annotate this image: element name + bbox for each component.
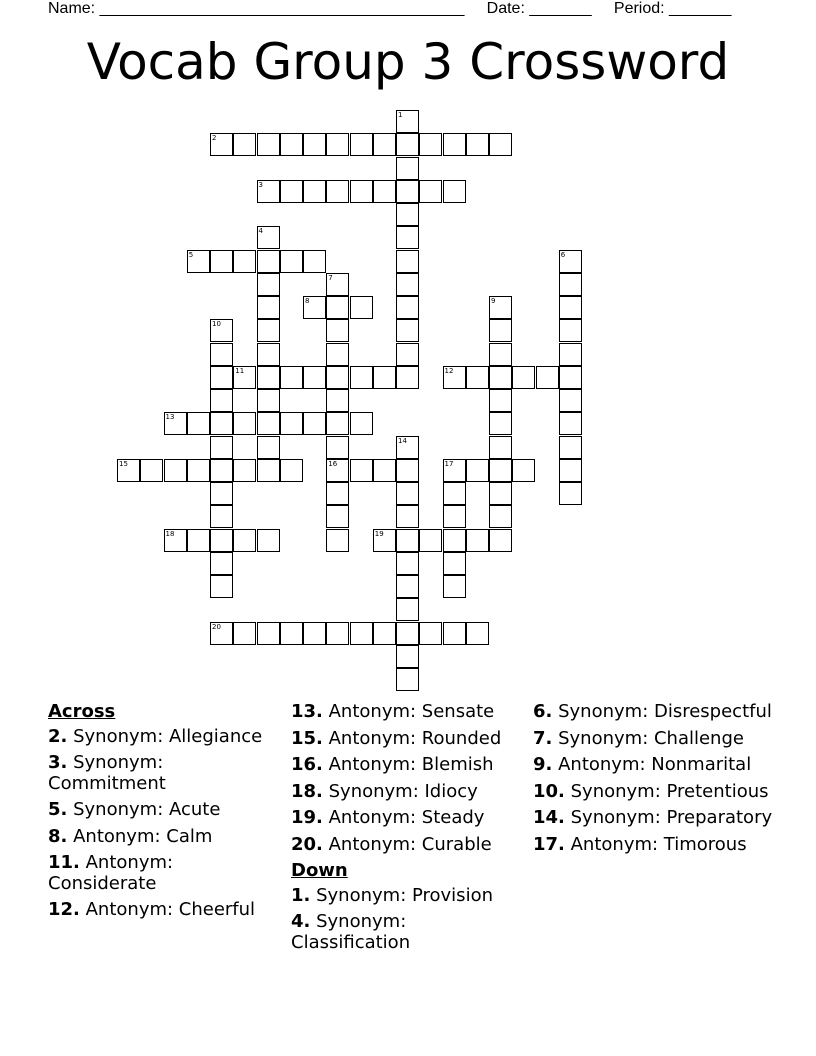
grid-cell[interactable] [210, 552, 233, 575]
grid-cell[interactable] [350, 412, 373, 435]
grid-cell[interactable] [443, 622, 466, 645]
grid-cell[interactable] [210, 575, 233, 598]
grid-cell[interactable] [210, 412, 233, 435]
clue-number: 15 [119, 459, 128, 468]
clue-item-number: 15. [291, 727, 323, 749]
clue-number: 17 [444, 459, 454, 468]
grid-cell[interactable] [396, 296, 419, 319]
grid-cell[interactable] [466, 529, 489, 552]
clue-item-number: 5. [48, 799, 68, 820]
clue-number: 13 [165, 413, 175, 422]
clue-item [48, 853, 278, 894]
grid-cell[interactable] [559, 343, 582, 366]
grid-cell[interactable] [396, 436, 419, 459]
grid-cell[interactable] [303, 296, 326, 319]
grid-cell[interactable] [257, 412, 280, 435]
grid-cell[interactable] [280, 622, 303, 645]
clue-item-text: Synonym: Disrespectful [552, 701, 772, 722]
grid-cell[interactable] [280, 459, 303, 482]
grid-cell[interactable] [210, 529, 233, 552]
clue-item-text: Antonym: Sensate [322, 701, 495, 722]
grid-cell[interactable] [280, 366, 303, 389]
grid-cell[interactable] [559, 389, 582, 412]
grid-cell[interactable] [536, 366, 559, 389]
grid-cell[interactable] [443, 180, 466, 203]
grid-cell[interactable] [210, 505, 233, 528]
grid-cell[interactable] [396, 575, 419, 598]
clue-item [291, 782, 521, 803]
grid-cell[interactable] [512, 459, 535, 482]
grid-cell[interactable] [164, 412, 187, 435]
grid-cell[interactable] [326, 273, 349, 296]
grid-cell[interactable] [187, 459, 210, 482]
grid-cell[interactable] [257, 389, 280, 412]
grid-cell[interactable] [396, 180, 419, 203]
clue-item [291, 755, 521, 776]
grid-cell[interactable] [350, 296, 373, 319]
clue-item-number: 1. [291, 884, 311, 906]
name-blank[interactable]: _________________________________________ [99, 0, 465, 17]
grid-cell[interactable] [443, 459, 466, 482]
date-blank[interactable]: _______ [529, 0, 592, 17]
grid-cell[interactable] [117, 459, 140, 482]
clue-item-number: 19. [291, 807, 323, 828]
clue-column-3 [533, 702, 773, 861]
grid-cell[interactable] [187, 529, 210, 552]
clue-item-text: Antonym: Blemish [322, 754, 494, 775]
grid-cell[interactable] [489, 505, 512, 528]
grid-cell[interactable] [326, 459, 349, 482]
grid-cell[interactable] [373, 459, 396, 482]
clue-item-number: 17. [533, 833, 565, 855]
grid-cell[interactable] [303, 250, 326, 273]
grid-cell[interactable] [303, 412, 326, 435]
clue-number: 2 [212, 134, 217, 143]
grid-cell[interactable] [303, 366, 326, 389]
grid-cell[interactable] [257, 459, 280, 482]
grid-cell[interactable] [210, 366, 233, 389]
grid-cell[interactable] [326, 296, 349, 319]
clue-item-text: Synonym: Idiocy [322, 780, 478, 802]
grid-cell[interactable] [210, 319, 233, 342]
grid-cell[interactable] [396, 319, 419, 342]
grid-cell[interactable] [489, 436, 512, 459]
grid-cell[interactable] [443, 529, 466, 552]
clue-item-text: Antonym: Considerate [48, 852, 174, 894]
grid-cell[interactable] [489, 529, 512, 552]
clue-item-text: Synonym: Preparatory [564, 807, 773, 828]
grid-cell[interactable] [559, 250, 582, 273]
clue-item [533, 702, 773, 723]
clue-item [291, 808, 521, 829]
grid-cell[interactable] [512, 366, 535, 389]
grid-cell[interactable] [164, 459, 187, 482]
clue-item-text: Synonym: Allegiance [67, 725, 263, 747]
grid-cell[interactable] [187, 412, 210, 435]
grid-cell[interactable] [559, 459, 582, 482]
grid-cell[interactable] [257, 436, 280, 459]
grid-cell[interactable] [257, 273, 280, 296]
grid-cell[interactable] [326, 412, 349, 435]
clue-number: 19 [374, 529, 384, 538]
grid-cell[interactable] [187, 250, 210, 273]
clue-number: 9 [491, 297, 496, 305]
clue-item [533, 835, 773, 856]
clue-number: 7 [328, 273, 333, 282]
grid-cell[interactable] [350, 133, 373, 156]
clue-column-2 [291, 702, 521, 959]
grid-cell[interactable] [396, 133, 419, 156]
grid-cell[interactable] [280, 412, 303, 435]
clue-item-text: Antonym: Nonmarital [552, 754, 752, 775]
grid-cell[interactable] [466, 459, 489, 482]
clue-number: 16 [328, 459, 338, 468]
clue-item [533, 808, 773, 829]
grid-cell[interactable] [257, 296, 280, 319]
grid-cell[interactable] [233, 133, 256, 156]
clue-item-number: 3. [48, 752, 68, 773]
grid-cell[interactable] [396, 598, 419, 621]
clue-item-number: 18. [291, 780, 323, 802]
date-label: Date: [486, 0, 525, 17]
clue-item-number: 10. [533, 780, 565, 802]
grid-cell[interactable] [326, 389, 349, 412]
grid-cell[interactable] [489, 319, 512, 342]
grid-cell[interactable] [443, 482, 466, 505]
grid-cell[interactable] [559, 436, 582, 459]
clue-item-number: 6. [533, 701, 553, 722]
clue-item-number: 4. [291, 911, 311, 932]
clue-item [48, 900, 278, 921]
grid-cell[interactable] [233, 622, 256, 645]
grid-cell[interactable] [443, 575, 466, 598]
grid-cell[interactable] [373, 366, 396, 389]
grid-cell[interactable] [419, 529, 442, 552]
grid-cell[interactable] [559, 366, 582, 389]
page-title: Vocab Group 3 Crossword [86, 33, 730, 91]
grid-cell[interactable] [326, 319, 349, 342]
grid-cell[interactable] [210, 389, 233, 412]
grid-cell[interactable] [396, 529, 419, 552]
grid-cell[interactable] [443, 505, 466, 528]
grid-cell[interactable] [280, 133, 303, 156]
grid-cell[interactable] [303, 180, 326, 203]
grid-cell[interactable] [140, 459, 163, 482]
grid-cell[interactable] [396, 459, 419, 482]
clue-item [533, 782, 773, 803]
clue-item-text: Antonym: Cheerful [79, 899, 256, 920]
clue-number: 8 [305, 297, 310, 305]
grid-cell[interactable] [257, 319, 280, 342]
grid-cell[interactable] [419, 133, 442, 156]
grid-cell[interactable] [489, 389, 512, 412]
grid-cell[interactable] [396, 645, 419, 668]
grid-cell[interactable] [326, 366, 349, 389]
clue-item-number: 9. [533, 754, 553, 775]
clue-item [48, 800, 278, 821]
grid-cell[interactable] [326, 343, 349, 366]
grid-cell[interactable] [326, 529, 349, 552]
grid-cell[interactable] [489, 366, 512, 389]
grid-cell[interactable] [396, 505, 419, 528]
grid-cell[interactable] [489, 459, 512, 482]
grid-cell[interactable] [419, 622, 442, 645]
grid-cell[interactable] [396, 343, 419, 366]
clue-item-text: Synonym: Commitment [48, 752, 166, 794]
grid-cell[interactable] [443, 552, 466, 575]
grid-cell[interactable] [257, 250, 280, 273]
grid-cell[interactable] [257, 529, 280, 552]
clue-number: 4 [258, 227, 263, 236]
grid-cell[interactable] [443, 133, 466, 156]
grid-cell[interactable] [210, 343, 233, 366]
grid-cell[interactable] [396, 622, 419, 645]
grid-cell[interactable] [257, 133, 280, 156]
grid-cell[interactable] [396, 366, 419, 389]
clue-item [533, 729, 773, 750]
clue-item-text: Antonym: Curable [322, 833, 492, 855]
clue-number: 11 [235, 366, 245, 375]
grid-cell[interactable] [419, 180, 442, 203]
grid-cell[interactable] [326, 482, 349, 505]
grid-cell[interactable] [233, 250, 256, 273]
grid-cell[interactable] [559, 412, 582, 435]
clue-number: 14 [398, 436, 407, 445]
grid-cell[interactable] [350, 180, 373, 203]
clue-item-text: Antonym: Steady [322, 807, 485, 828]
grid-cell[interactable] [466, 366, 489, 389]
grid-cell[interactable] [350, 459, 373, 482]
clue-item [291, 886, 521, 907]
grid-cell[interactable] [559, 296, 582, 319]
grid-cell[interactable] [396, 203, 419, 226]
grid-cell[interactable] [210, 459, 233, 482]
grid-cell[interactable] [396, 226, 419, 249]
clue-heading-down: Down [291, 860, 348, 881]
clue-number: 5 [188, 250, 194, 259]
grid-cell[interactable] [489, 296, 512, 319]
grid-cell[interactable] [396, 110, 419, 133]
grid-cell[interactable] [466, 622, 489, 645]
grid-cell[interactable] [210, 250, 233, 273]
grid-cell[interactable] [257, 180, 280, 203]
clue-item [48, 827, 278, 848]
clue-item [48, 753, 278, 794]
clue-item [291, 729, 521, 750]
grid-cell[interactable] [257, 226, 280, 249]
grid-cell[interactable] [396, 157, 419, 180]
clue-item-text: Antonym: Rounded [322, 727, 502, 749]
clue-item-number: 11. [48, 852, 80, 873]
clue-item [533, 755, 773, 776]
grid-cell[interactable] [210, 482, 233, 505]
grid-cell[interactable] [396, 482, 419, 505]
grid-cell[interactable] [257, 622, 280, 645]
clue-item-text: Synonym: Challenge [552, 727, 744, 749]
clue-item-number: 13. [291, 701, 323, 722]
clue-number: 12 [444, 366, 454, 375]
grid-cell[interactable] [257, 343, 280, 366]
clue-item-number: 12. [48, 899, 80, 920]
clue-number: 6 [560, 250, 566, 259]
clue-item-text: Antonym: Timorous [564, 833, 747, 855]
grid-cell[interactable] [489, 133, 512, 156]
clue-number: 20 [212, 622, 221, 631]
grid-cell[interactable] [210, 436, 233, 459]
clue-item-text: Synonym: Provision [310, 884, 493, 906]
grid-cell[interactable] [326, 436, 349, 459]
grid-cell[interactable] [373, 133, 396, 156]
grid-cell[interactable] [257, 366, 280, 389]
clue-item-number: 8. [48, 825, 68, 847]
grid-cell[interactable] [373, 622, 396, 645]
grid-cell[interactable] [233, 459, 256, 482]
grid-cell[interactable] [326, 180, 349, 203]
clue-number: 3 [258, 180, 263, 189]
grid-cell[interactable] [280, 180, 303, 203]
grid-cell[interactable] [559, 273, 582, 296]
grid-cell[interactable] [443, 366, 466, 389]
grid-cell[interactable] [373, 180, 396, 203]
grid-cell[interactable] [396, 552, 419, 575]
grid-cell[interactable] [233, 412, 256, 435]
grid-cell[interactable] [303, 622, 326, 645]
grid-cell[interactable] [326, 505, 349, 528]
clue-item-number: 2. [48, 725, 68, 747]
clue-item [291, 912, 521, 953]
grid-cell[interactable] [350, 366, 373, 389]
clue-column-1 [48, 702, 278, 927]
grid-cell[interactable] [164, 529, 187, 552]
period-label: Period: [613, 0, 665, 17]
clue-item [291, 702, 521, 723]
clue-item [48, 727, 278, 748]
clue-item-text: Synonym: Pretentious [564, 780, 769, 802]
grid-cell[interactable] [326, 133, 349, 156]
clue-item-number: 20. [291, 833, 323, 855]
clue-item [291, 835, 521, 856]
grid-cell[interactable] [350, 622, 373, 645]
grid-cell[interactable] [559, 319, 582, 342]
clue-heading-across: Across [48, 701, 116, 722]
clue-number: 10 [212, 320, 221, 329]
grid-cell[interactable] [489, 412, 512, 435]
grid-cell[interactable] [396, 668, 419, 691]
grid-cell[interactable] [233, 366, 256, 389]
grid-cell[interactable] [210, 622, 233, 645]
period-blank[interactable]: _______ [669, 0, 732, 17]
clue-number: 1 [398, 111, 403, 119]
grid-cell[interactable] [210, 133, 233, 156]
clue-item-text: Synonym: Classification [291, 911, 411, 953]
grid-cell[interactable] [489, 482, 512, 505]
grid-cell[interactable] [233, 529, 256, 552]
grid-cell[interactable] [466, 133, 489, 156]
grid-cell[interactable] [303, 133, 326, 156]
grid-cell[interactable] [396, 250, 419, 273]
grid-cell[interactable] [489, 343, 512, 366]
grid-cell[interactable] [396, 273, 419, 296]
grid-cell[interactable] [326, 622, 349, 645]
grid-cell[interactable] [559, 482, 582, 505]
name-label: Name: [48, 0, 96, 17]
grid-cell[interactable] [280, 250, 303, 273]
clue-item-number: 14. [533, 807, 565, 828]
clue-item-number: 16. [291, 754, 323, 775]
clue-item-text: Synonym: Acute [67, 799, 221, 820]
clue-item-text: Antonym: Calm [67, 825, 213, 847]
grid-cell[interactable] [373, 529, 396, 552]
clue-number: 18 [165, 529, 175, 538]
clue-item-number: 7. [533, 727, 553, 749]
